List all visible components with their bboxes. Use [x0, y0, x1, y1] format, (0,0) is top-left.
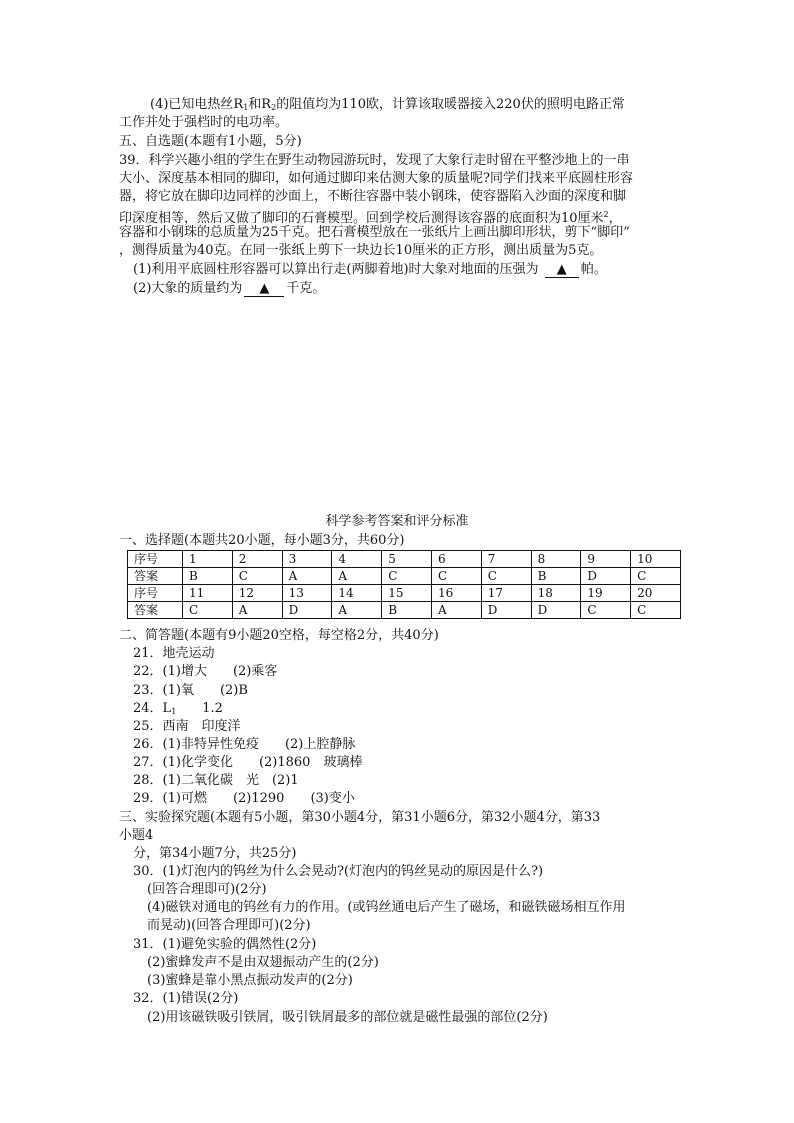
answer-30-line-3: (4)磁铁对通电的钨丝有力的作用。(或钨丝通电后产生了磁场，和磁铁磁场相互作用 — [147, 900, 626, 915]
table-cell: C — [581, 602, 631, 619]
answer-28: 28．(1)二氧化碳 光 (2)1 — [133, 773, 299, 788]
section-2-heading: 二、简答题(本题有9小题20空格，每空格2分，共40分) — [119, 628, 439, 643]
q39-line-4: 印深度相等，然后又做了脚印的石膏模型。回到学校后测得该容器的底面积为10厘米$^2$， — [119, 210, 622, 226]
row-label: 答案 — [128, 568, 183, 585]
table-cell: 2 — [232, 551, 282, 568]
table-cell: 10 — [631, 551, 681, 568]
table-cell: 15 — [382, 585, 432, 602]
table-row — [128, 585, 681, 602]
q39-line-5: 容器和小钢珠的总质量为25千克。把石膏模型放在一张纸片上画出脚印形状，剪下“脚印” — [119, 225, 630, 240]
table-cell: 11 — [183, 585, 233, 602]
table-row — [128, 551, 681, 568]
table-cell: D — [581, 568, 631, 585]
answer-31-line-3: (3)蜜蜂是靠小黑点振动发声的(2分) — [147, 973, 353, 988]
table-cell: 16 — [431, 585, 481, 602]
table-cell: C — [232, 568, 282, 585]
q39-line-3: 器，将它放在脚印边同样的沙面上，不断往容器中装小钢珠，使容器陷入沙面的深度和脚 — [119, 189, 627, 204]
table-cell: 5 — [382, 551, 432, 568]
answer-24: 24．$L_1$ 1.2 — [133, 701, 223, 716]
section-5-heading: 五、自选题(本题有1小题，5分) — [119, 134, 302, 149]
table-cell: 7 — [481, 551, 531, 568]
table-cell: B — [531, 568, 581, 585]
table-cell: 12 — [232, 585, 282, 602]
section-3-heading-line-2: 小题4 — [119, 828, 154, 843]
answer-26: 26．(1)非特异性免疫 (2)上腔静脉 — [133, 737, 356, 752]
table-cell: 1 — [183, 551, 233, 568]
table-cell: A — [232, 602, 282, 619]
answer-31-line-1: 31．(1)避免实验的偶然性(2分) — [133, 937, 317, 952]
table-cell: A — [431, 602, 481, 619]
row-label: 答案 — [128, 602, 183, 619]
table-cell: D — [531, 602, 581, 619]
q39-line-1: 39．科学兴趣小组的学生在野生动物园游玩时，发现了大象行走时留在平整沙地上的一串 — [119, 153, 630, 168]
table-cell: C — [382, 568, 432, 585]
answer-blank-1[interactable]: ▲ — [545, 263, 579, 278]
answer-31-line-2: (2)蜜蜂发声不是由双翅振动产生的(2分) — [147, 955, 379, 970]
answer-23: 23．(1)氧 (2)B — [133, 683, 248, 698]
section-3-heading-line-3: 分，第34小题7分，共25分) — [133, 846, 297, 861]
table-cell: C — [183, 602, 233, 619]
table-cell: 3 — [282, 551, 332, 568]
table-cell: 6 — [431, 551, 481, 568]
table-cell: A — [282, 568, 332, 585]
answer-25: 25．西南 印度洋 — [133, 719, 241, 734]
q39-line-2: 大小、深度基本相同的脚印，如何通过脚印来估测大象的质量呢?同学们找来平底圆柱形容 — [119, 171, 633, 186]
table-cell: A — [332, 602, 382, 619]
table-row — [128, 568, 681, 585]
answer-21: 21．地壳运动 — [133, 646, 215, 661]
section-3-heading-line-1: 三、实验探究题(本题有5小题，第30小题4分，第31小题6分，第32小题4分，第33 — [119, 810, 601, 825]
q39-part-1: (1)利用平底圆柱形容器可以算出行走(两脚着地)时大象对地面的压强为 ▲ 帕。 — [133, 262, 607, 277]
answer-key-title: 科学参考答案和评分标准 — [325, 514, 469, 529]
table-cell: B — [183, 568, 233, 585]
table-cell: C — [431, 568, 481, 585]
row-label: 序号 — [128, 551, 183, 568]
table-cell: B — [382, 602, 432, 619]
table-cell: 13 — [282, 585, 332, 602]
answer-30-line-1: 30．(1)灯泡内的钨丝为什么会晃动?(灯泡内的钨丝晃动的原因是什么?) — [133, 864, 544, 879]
table-cell: 18 — [531, 585, 581, 602]
answer-32-line-2: (2)用该磁铁吸引铁屑，吸引铁屑最多的部位就是磁性最强的部位(2分) — [147, 1010, 548, 1025]
answer-30-line-4: 而晃动)(回答合理即可)(2分) — [147, 918, 311, 933]
section-1-heading: 一、选择题(本题共20小题，每小题3分，共60分) — [119, 533, 405, 548]
table-cell: D — [282, 602, 332, 619]
answer-27: 27．(1)化学变化 (2)1860 玻璃棒 — [133, 755, 363, 770]
q4-line-1: (4)已知电热丝$R_1$和$R_2$的阻值均为110欧，计算该取暖器接入220伏的照明电路正常 — [150, 97, 625, 112]
table-cell: D — [481, 602, 531, 619]
q39-part-2: (2)大象的质量约为 ▲ 千克。 — [133, 281, 326, 296]
table-cell: 20 — [631, 585, 681, 602]
table-row — [128, 602, 681, 619]
table-cell: C — [631, 568, 681, 585]
answer-blank-2[interactable]: ▲ — [244, 282, 284, 297]
table-cell: 14 — [332, 585, 382, 602]
table-cell: 9 — [581, 551, 631, 568]
answer-22: 22．(1)增大 (2)乘客 — [133, 664, 278, 679]
table-cell: C — [631, 602, 681, 619]
table-cell: 17 — [481, 585, 531, 602]
answer-29: 29．(1)可燃 (2)1290 (3)变小 — [133, 791, 355, 806]
q39-line-6: ，测得质量为40克。在同一张纸上剪下一块边长10厘米的正方形，测出质量为5克。 — [119, 243, 603, 258]
answer-30-line-2: (回答合理即可)(2分) — [147, 882, 267, 897]
answer-table — [127, 550, 681, 619]
table-cell: A — [332, 568, 382, 585]
table-cell: 8 — [531, 551, 581, 568]
q4-line-2: 工作并处于强档时的电功率。 — [119, 115, 289, 130]
table-cell: 19 — [581, 585, 631, 602]
answer-32-line-1: 32．(1)错误(2分) — [133, 991, 239, 1006]
row-label: 序号 — [128, 585, 183, 602]
table-cell: 4 — [332, 551, 382, 568]
table-cell: C — [481, 568, 531, 585]
